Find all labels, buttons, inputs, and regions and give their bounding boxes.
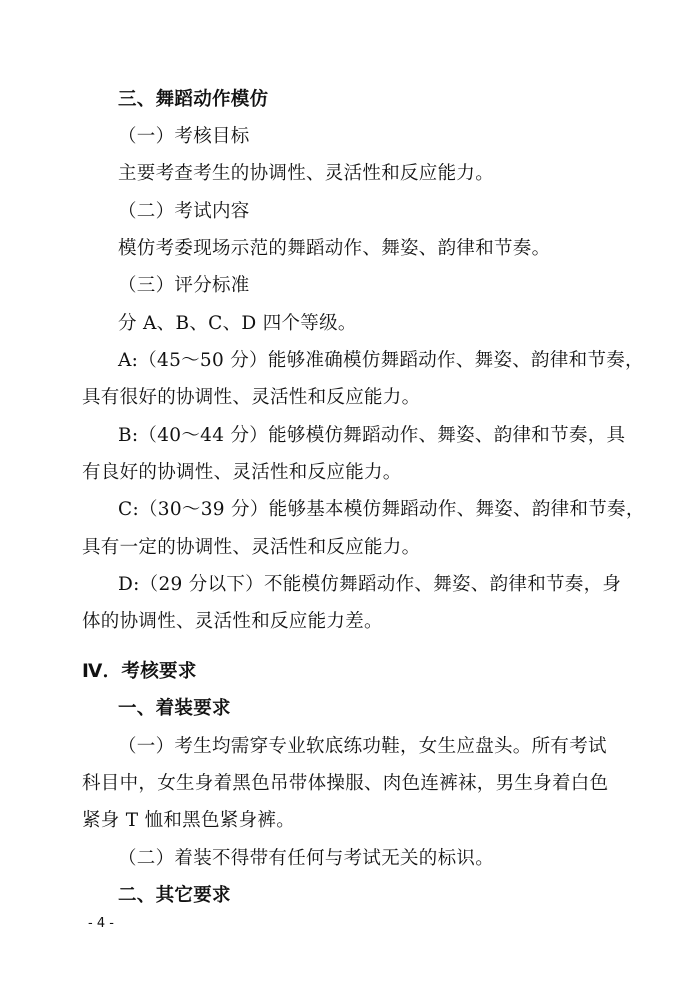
attire-paragraph-1-line-1: （一）考生均需穿专业软底练功鞋，女生应盘头。所有考试: [118, 736, 607, 757]
section-heading-assessment-requirements: Ⅳ．考核要求: [82, 661, 197, 682]
grades-intro-text: 分 A、B、C、D 四个等级。: [118, 313, 357, 334]
section-heading-dance-imitation: 三、舞蹈动作模仿: [118, 89, 269, 110]
subheading-assessment-goal: （一）考核目标: [118, 126, 250, 147]
grade-a-line-1: A:（45～50 分）能够准确模仿舞蹈动作、舞姿、韵律和节奏，: [118, 350, 644, 371]
grade-a-line-2: 具有很好的协调性、灵活性和反应能力。: [82, 387, 421, 408]
grade-b-line-1: B:（40～44 分）能够模仿舞蹈动作、舞姿、韵律和节奏，具: [118, 425, 626, 446]
exam-content-text: 模仿考委现场示范的舞蹈动作、舞姿、韵律和节奏。: [118, 238, 551, 259]
assessment-goal-text: 主要考查考生的协调性、灵活性和反应能力。: [118, 163, 495, 184]
grade-c-line-1: C:（30～39 分）能够基本模仿舞蹈动作、舞姿、韵律和节奏，: [118, 499, 645, 520]
subheading-attire-requirements: 一、着装要求: [118, 698, 231, 719]
grade-d-line-2: 体的协调性、灵活性和反应能力差。: [82, 611, 383, 632]
grade-d-line-1: D:（29 分以下）不能模仿舞蹈动作、舞姿、韵律和节奏，身: [118, 574, 622, 595]
subheading-other-requirements: 二、其它要求: [118, 885, 231, 906]
attire-paragraph-1-line-2: 科目中，女生身着黑色吊带体操服、肉色连裤袜，男生身着白色: [82, 773, 609, 794]
attire-paragraph-2: （二）着装不得带有任何与考试无关的标识。: [118, 848, 495, 869]
page-number: - 4 -: [88, 916, 114, 931]
attire-paragraph-1-line-3: 紧身 T 恤和黑色紧身裤。: [82, 810, 296, 831]
grade-b-line-2: 有良好的协调性、灵活性和反应能力。: [82, 462, 402, 483]
grade-c-line-2: 具有一定的协调性、灵活性和反应能力。: [82, 537, 421, 558]
subheading-exam-content: （二）考试内容: [118, 201, 250, 222]
subheading-scoring-criteria: （三）评分标准: [118, 275, 250, 296]
